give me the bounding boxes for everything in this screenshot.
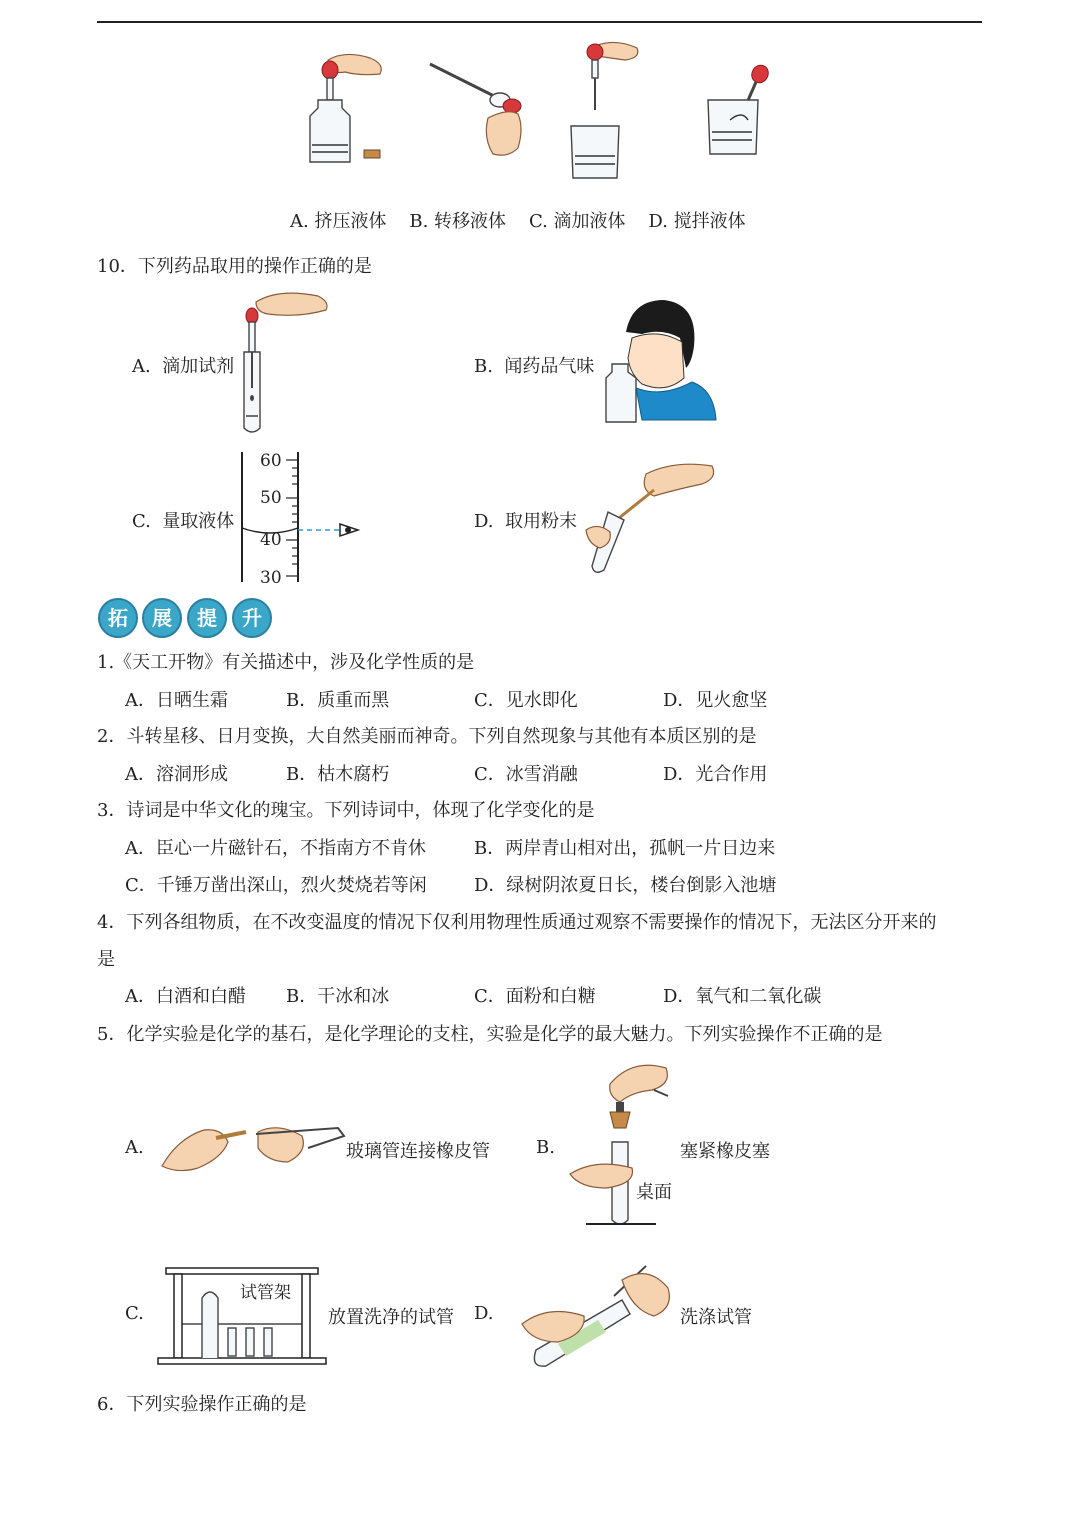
q2-option-a[interactable]: A．溶洞形成	[125, 764, 228, 785]
q5-option-b-letter[interactable]: B.	[536, 1137, 555, 1158]
q4-option-b[interactable]: B．干冰和冰	[286, 986, 390, 1007]
q3-stem: 3．诗词是中华文化的瑰宝。下列诗词中，体现了化学变化的是	[97, 800, 595, 821]
q4-stem-line1: 4．下列各组物质，在不改变温度的情况下仅利用物理性质通过观察不需要操作的情况下，无法区分开来的	[97, 912, 937, 933]
cylinder-tick-50: 50	[260, 488, 282, 508]
q4-option-c[interactable]: C．面粉和白糖	[474, 986, 596, 1007]
figure-10b-smell-bottle	[602, 298, 722, 426]
figure-10d-powder-spatula	[584, 460, 724, 578]
q2-option-d[interactable]: D．光合作用	[663, 764, 768, 785]
q5-option-c-text[interactable]: 放置洗净的试管	[328, 1307, 454, 1328]
figure-5d-wash-tube	[518, 1258, 680, 1370]
figure-5a-tube-hose	[158, 1118, 346, 1178]
q1-option-a[interactable]: A．日晒生霜	[125, 690, 228, 711]
figure-9b-transfer-dropper	[428, 58, 528, 163]
q3-option-a[interactable]: A．臣心一片磁针石，不指南方不肯休	[125, 838, 426, 859]
q5-option-b-desk-label: 桌面	[636, 1182, 672, 1203]
q3-option-c[interactable]: C．千锤万凿出深山，烈火焚烧若等闲	[125, 875, 427, 896]
figure-9a-squeeze-dropper	[300, 50, 390, 170]
q1-option-b[interactable]: B．质重而黑	[286, 690, 390, 711]
q10-stem: 10．下列药品取用的操作正确的是	[97, 256, 372, 277]
q9-options	[290, 207, 746, 233]
q10-option-a[interactable]: A. 滴加试剂	[132, 356, 235, 377]
figure-10a-dropper-in-tube	[238, 288, 333, 438]
q5-option-a-letter[interactable]: A.	[125, 1137, 144, 1158]
badge-ti: 提	[187, 598, 227, 638]
q2-option-c[interactable]: C．冰雪消融	[474, 764, 578, 785]
badge-tuo: 拓	[98, 598, 138, 638]
figure-10c-measuring-cylinder	[236, 452, 366, 586]
q6-stem: 6．下列实验操作正确的是	[97, 1394, 307, 1415]
q5-option-b-text[interactable]: 塞紧橡皮塞	[680, 1141, 770, 1162]
figure-5b-stopper-tube	[566, 1056, 678, 1232]
q4-stem-line2: 是	[97, 949, 115, 970]
q9-option-d[interactable]: D. 搅拌液体	[648, 211, 746, 232]
header-rule	[97, 21, 982, 23]
q4-option-a[interactable]: A．白酒和白醋	[125, 986, 246, 1007]
q1-option-d[interactable]: D．见火愈坚	[663, 690, 768, 711]
q9-option-c[interactable]: C. 滴加液体	[528, 211, 626, 232]
figure-9c-add-drops	[565, 38, 645, 183]
badge-zhan: 展	[142, 598, 182, 638]
cylinder-tick-60: 60	[260, 451, 282, 471]
q5-option-d-text[interactable]: 洗涤试管	[680, 1307, 752, 1328]
q2-stem: 2．斗转星移、日月变换，大自然美丽而神奇。下列自然现象与其他有本质区别的是	[97, 726, 757, 747]
q1-option-c[interactable]: C．见水即化	[474, 690, 578, 711]
cylinder-tick-40: 40	[260, 530, 282, 550]
q10-option-d[interactable]: D. 取用粉末	[474, 511, 577, 532]
q4-option-d[interactable]: D．氧气和二氧化碳	[663, 986, 822, 1007]
q2-option-b[interactable]: B．枯木腐朽	[286, 764, 390, 785]
q9-option-a[interactable]: A. 挤压液体	[290, 211, 387, 232]
cylinder-tick-30: 30	[260, 568, 282, 588]
q10-option-c[interactable]: C. 量取液体	[132, 511, 235, 532]
q5-option-d-letter[interactable]: D.	[474, 1303, 494, 1324]
q10-option-b[interactable]: B. 闻药品气味	[474, 356, 595, 377]
badge-sheng: 升	[232, 598, 272, 638]
q5-option-a-text[interactable]: 玻璃管连接橡皮管	[346, 1141, 490, 1162]
q9-option-b[interactable]: B. 转移液体	[409, 211, 507, 232]
q5-option-c-letter[interactable]: C.	[125, 1303, 144, 1324]
q5-stem: 5．化学实验是化学的基石，是化学理论的支柱，实验是化学的最大魅力。下列实验操作不正确的是	[97, 1024, 883, 1045]
q3-option-b[interactable]: B．两岸青山相对出，孤帆一片日边来	[474, 838, 776, 859]
q5-option-c-rack-label: 试管架	[240, 1283, 291, 1303]
figure-9d-stir-liquid	[702, 58, 782, 158]
q1-stem: 1.《天工开物》有关描述中，涉及化学性质的是	[97, 652, 475, 673]
q3-option-d[interactable]: D．绿树阴浓夏日长，楼台倒影入池塘	[474, 875, 777, 896]
